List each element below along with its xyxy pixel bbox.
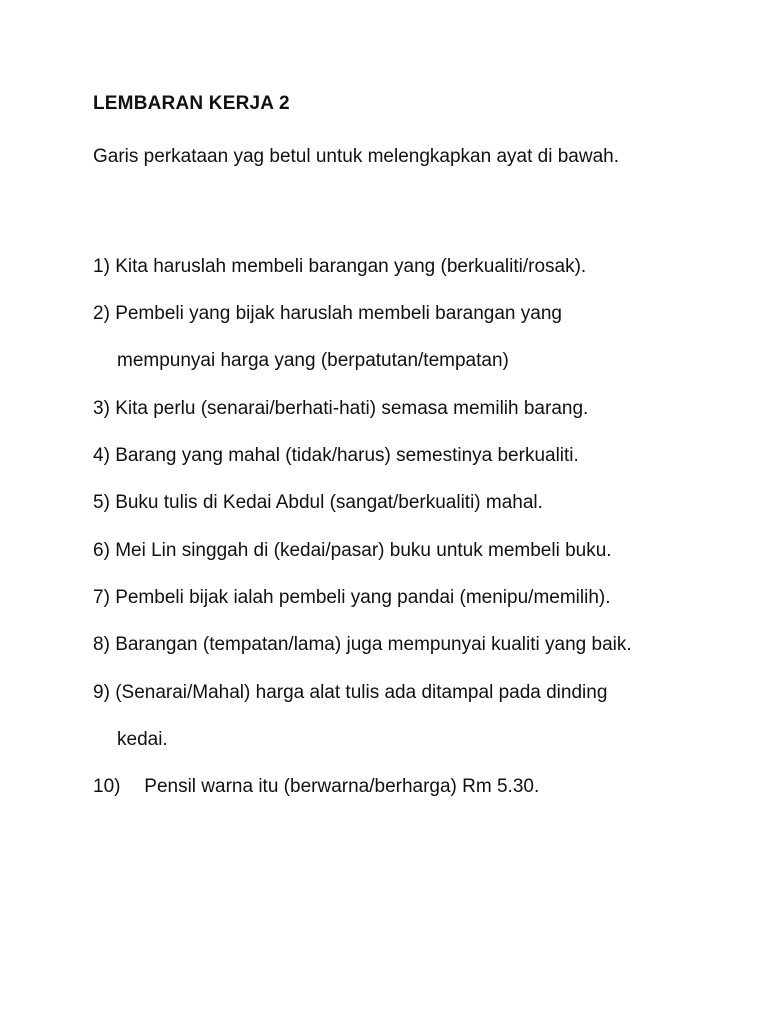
question-text: Mei Lin singgah di (kedai/pasar) buku untuk membeli buku. xyxy=(115,540,612,561)
question-text: Kita perlu (senarai/berhati-hati) semasa memilih barang. xyxy=(115,398,589,419)
question-6 xyxy=(93,540,612,562)
question-text: Barangan (tempatan/lama) juga mempunyai kualiti yang baik. xyxy=(115,634,632,655)
question-text: (Senarai/Mahal) harga alat tulis ada ditampal pada dinding xyxy=(115,682,608,703)
question-4 xyxy=(93,445,579,467)
question-5 xyxy=(93,492,543,514)
question-text: Kita haruslah membeli barangan yang (berkualiti/rosak). xyxy=(115,256,587,277)
worksheet-title: LEMBARAN KERJA 2 xyxy=(93,93,290,114)
question-text: Buku tulis di Kedai Abdul (sangat/berkualiti) mahal. xyxy=(115,492,543,513)
question-number: 1) xyxy=(93,256,110,277)
question-text: Pembeli bijak ialah pembeli yang pandai (menipu/memilih). xyxy=(115,587,611,608)
question-number: 2) xyxy=(93,303,110,324)
question-9 xyxy=(93,682,607,704)
worksheet-instruction: Garis perkataan yag betul untuk melengkapkan ayat di bawah. xyxy=(93,146,619,167)
question-3 xyxy=(93,398,588,420)
question-number: 5) xyxy=(93,492,110,513)
question-8 xyxy=(93,634,632,656)
question-text: Pensil warna itu (berwarna/berharga) Rm 5.30. xyxy=(144,776,540,797)
question-text: Pembeli yang bijak haruslah membeli barangan yang xyxy=(115,303,562,324)
question-1 xyxy=(93,256,586,278)
question-number: 6) xyxy=(93,540,110,561)
question-7 xyxy=(93,587,611,609)
question-2-continuation: mempunyai harga yang (berpatutan/tempatan) xyxy=(117,350,509,371)
question-number: 3) xyxy=(93,398,110,419)
question-number: 4) xyxy=(93,445,110,466)
question-number: 8) xyxy=(93,634,110,655)
question-number: 7) xyxy=(93,587,110,608)
question-number: 9) xyxy=(93,682,110,703)
question-2 xyxy=(93,303,562,325)
question-10 xyxy=(93,776,539,798)
question-9-continuation: kedai. xyxy=(117,729,168,750)
question-number: 10) xyxy=(93,776,121,797)
question-text: Barang yang mahal (tidak/harus) semestinya berkualiti. xyxy=(115,445,579,466)
